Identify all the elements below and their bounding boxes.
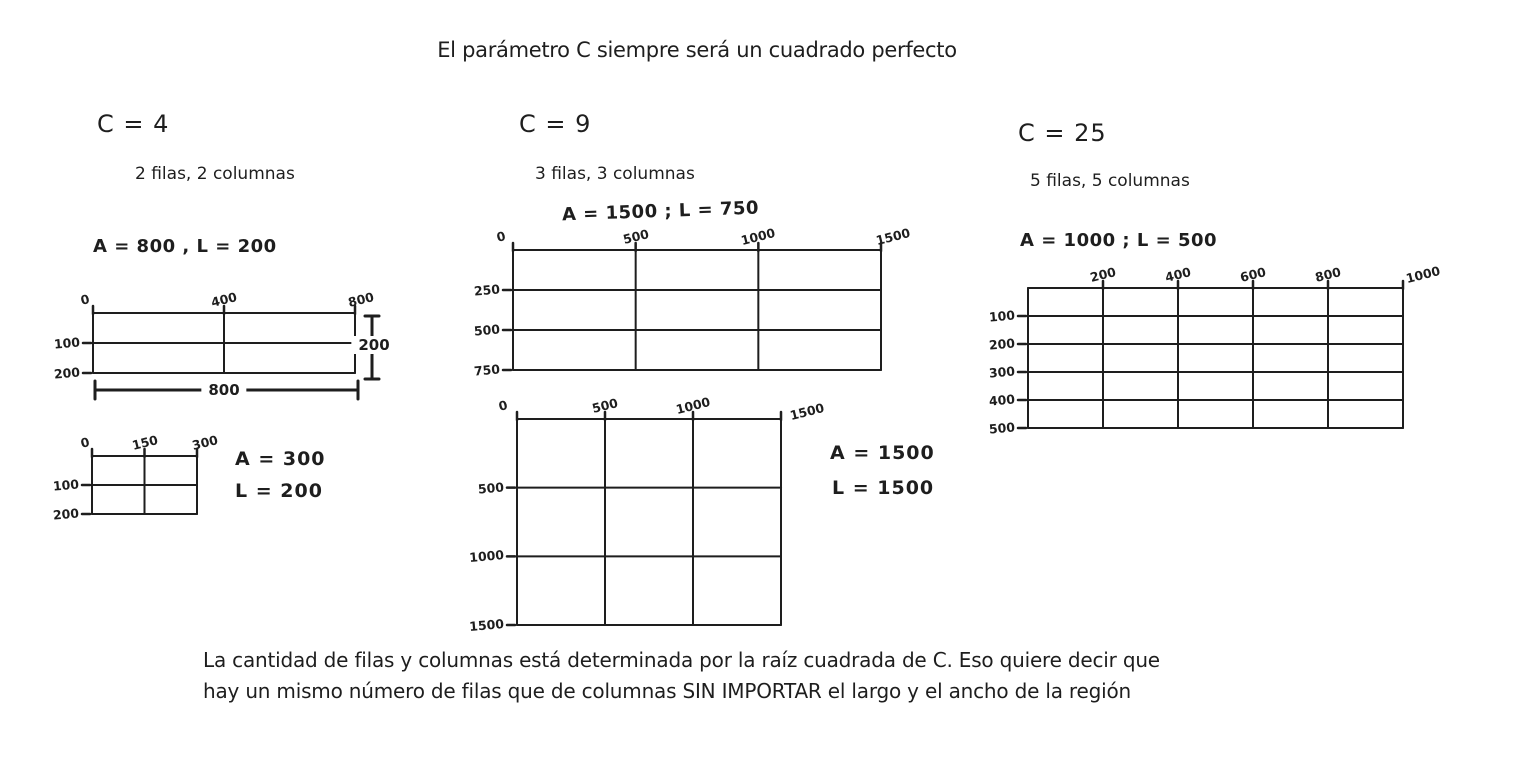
c9-wide-grid bbox=[503, 243, 881, 370]
c25-grid bbox=[1018, 281, 1403, 428]
c9-wide-grid-y-tick-label: 500 bbox=[473, 321, 501, 339]
c4-small-grid-area-label: A = 300 bbox=[235, 448, 326, 470]
section-c9-params: A = 1500 ; L = 750 bbox=[561, 197, 760, 226]
c25-grid-x-tick-label: 200 bbox=[1088, 264, 1118, 285]
c9-wide-grid-y-tick-label: 250 bbox=[473, 281, 501, 299]
c4-main-grid-dim-right-label: 200 bbox=[351, 336, 396, 354]
c9-square-grid-x-tick-label: 500 bbox=[590, 395, 620, 416]
c25-grid-y-tick-label: 400 bbox=[988, 391, 1016, 409]
footer-line-1: La cantidad de filas y columnas está determinada por la raíz cuadrada de C. Eso quiere decir que bbox=[203, 648, 1160, 672]
c4-small-grid-x-tick-label: 300 bbox=[190, 432, 220, 453]
section-c25-params: A = 1000 ; L = 500 bbox=[1020, 230, 1218, 251]
c9-square-grid-y-tick-label: 1500 bbox=[468, 616, 505, 634]
c9-square-grid-x-tick-label: 1500 bbox=[788, 400, 826, 423]
c4-small-grid-x-tick-label: 0 bbox=[78, 434, 92, 451]
c9-square-grid-x-tick-label: 1000 bbox=[674, 394, 712, 417]
c4-small-grid bbox=[82, 449, 197, 514]
footer-line-2: hay un mismo número de filas que de columnas SIN IMPORTAR el largo y el ancho de la región bbox=[203, 679, 1131, 703]
c25-grid-x-tick-label: 600 bbox=[1238, 264, 1268, 285]
section-c4-title: C = 4 bbox=[97, 110, 170, 138]
c4-main-grid-x-tick-label: 400 bbox=[209, 289, 239, 310]
c4-small-grid-x-tick-label: 150 bbox=[130, 432, 159, 453]
c9-wide-grid-x-tick-label: 1500 bbox=[874, 225, 912, 248]
c25-grid-x-tick-label: 1000 bbox=[1404, 263, 1442, 286]
section-c4-dims: 2 filas, 2 columnas bbox=[135, 164, 295, 184]
c9-square-grid-y-tick-label: 1000 bbox=[468, 547, 505, 566]
c25-grid-y-tick-label: 100 bbox=[988, 307, 1016, 325]
c9-square-grid-y-tick-label: 500 bbox=[477, 479, 505, 497]
c25-grid-x-tick-label: 400 bbox=[1163, 264, 1193, 285]
c25-grid-x-tick-label: 800 bbox=[1313, 264, 1343, 285]
c9-square-grid-area-label: A = 1500 bbox=[830, 442, 935, 464]
c4-main-grid-dim-bottom-label: 800 bbox=[201, 381, 246, 399]
section-c25-title: C = 25 bbox=[1018, 119, 1107, 147]
c4-small-grid-y-tick-label: 100 bbox=[52, 476, 80, 494]
c25-grid-y-tick-label: 500 bbox=[988, 419, 1016, 437]
c25-grid-y-tick-label: 300 bbox=[988, 363, 1016, 381]
c4-main-grid-x-tick-label: 0 bbox=[78, 291, 92, 308]
c9-square-grid bbox=[507, 412, 781, 625]
c4-small-grid-y-tick-label: 200 bbox=[52, 505, 80, 523]
c9-wide-grid-x-tick-label: 1000 bbox=[739, 225, 778, 248]
page-title: El parámetro C siempre será un cuadrado perfecto bbox=[437, 38, 957, 62]
c4-main-grid-y-tick-label: 200 bbox=[53, 364, 81, 382]
c9-square-grid-x-tick-label: 0 bbox=[496, 397, 510, 414]
c4-main-grid-y-tick-label: 100 bbox=[53, 334, 81, 352]
section-c9-dims: 3 filas, 3 columnas bbox=[535, 164, 695, 184]
c9-wide-grid-x-tick-label: 0 bbox=[494, 228, 508, 245]
c4-small-grid-length-label: L = 200 bbox=[235, 480, 323, 502]
section-c9-title: C = 9 bbox=[519, 110, 592, 138]
c4-main-grid-x-tick-label: 800 bbox=[346, 289, 376, 310]
c9-wide-grid-y-tick-label: 750 bbox=[473, 361, 501, 379]
c25-grid-y-tick-label: 200 bbox=[988, 335, 1016, 353]
section-c4-params: A = 800 , L = 200 bbox=[93, 236, 277, 257]
section-c25-dims: 5 filas, 5 columnas bbox=[1030, 171, 1190, 191]
c9-wide-grid-x-tick-label: 500 bbox=[621, 226, 651, 247]
c9-square-grid-length-label: L = 1500 bbox=[832, 477, 935, 499]
